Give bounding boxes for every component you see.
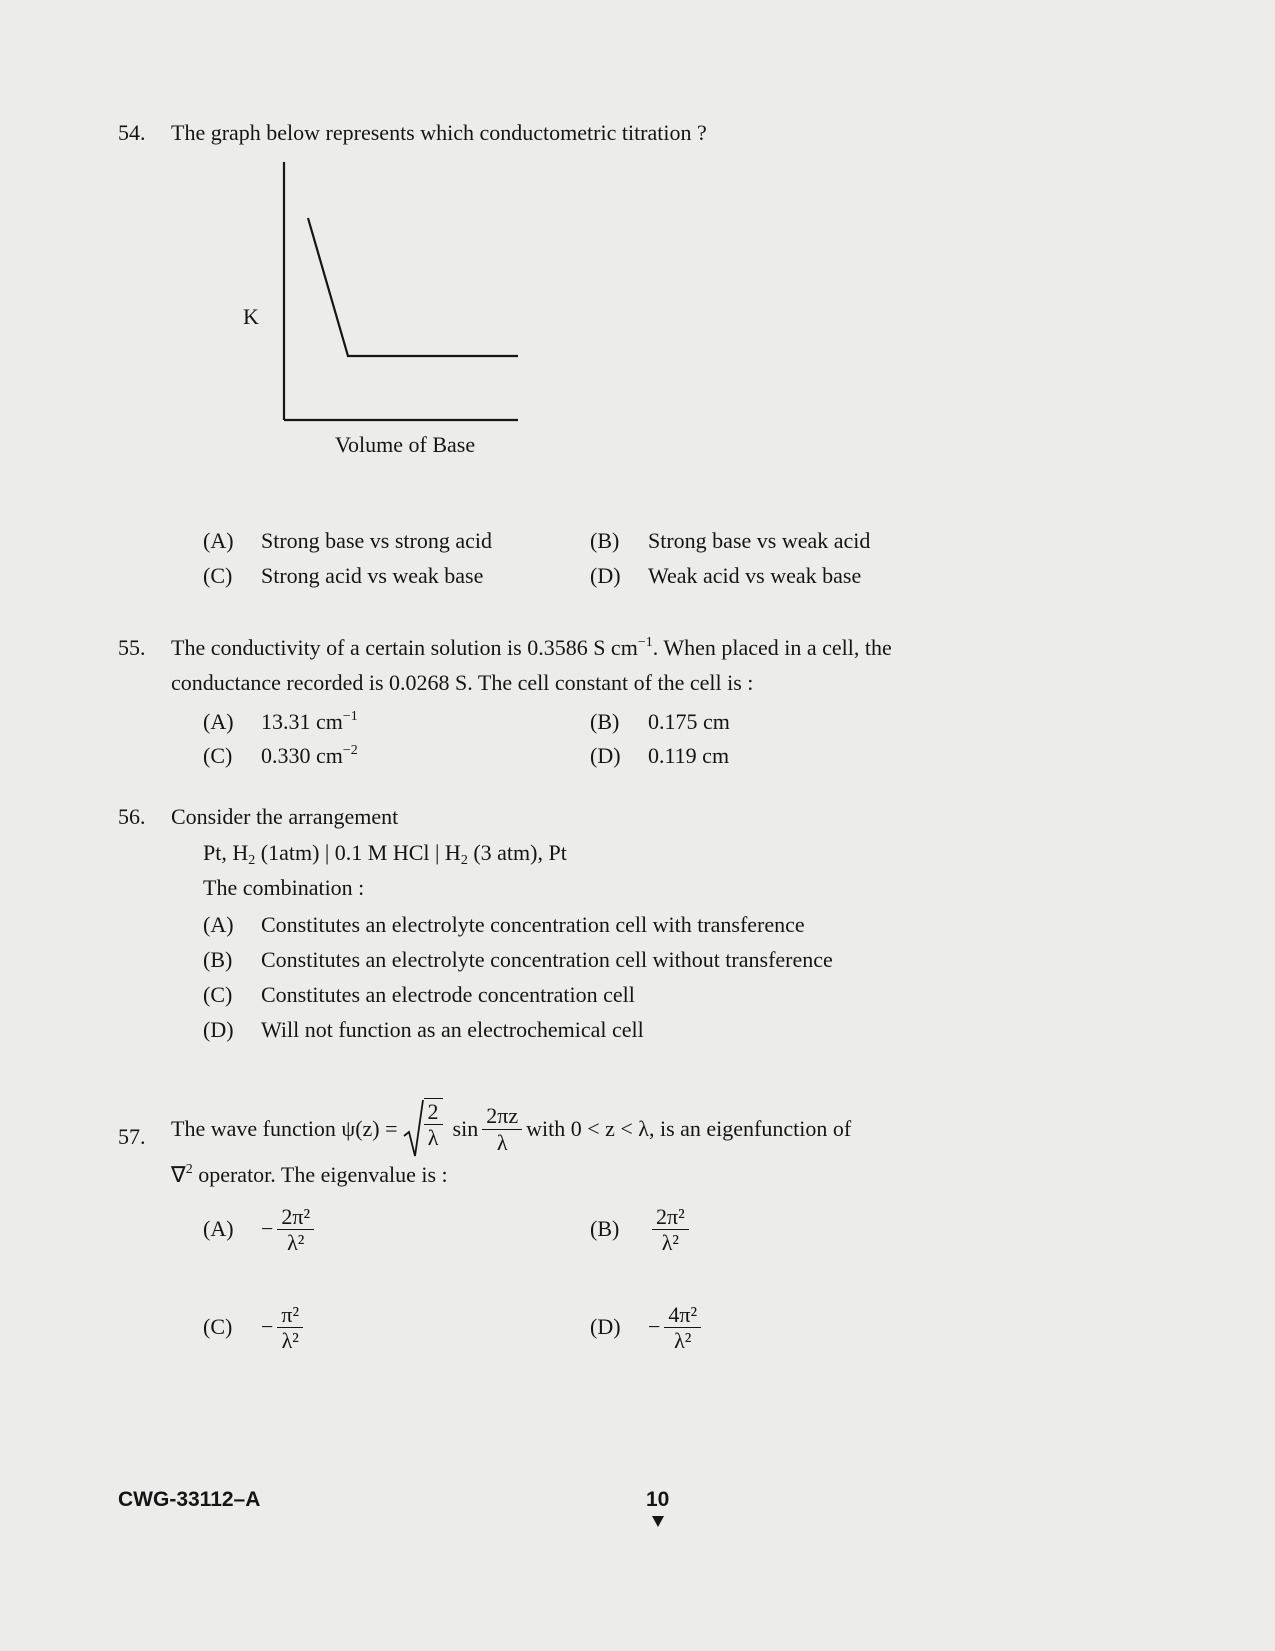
option-denominator: λ² (281, 1328, 299, 1354)
paper-code: CWG-33112–A (118, 1488, 261, 1511)
page-number: 10 (646, 1488, 669, 1528)
option-text: Constitutes an electrode concentration cell (261, 982, 635, 1007)
q56-option-c[interactable] (203, 980, 635, 1011)
option-letter: (B) (590, 1216, 620, 1242)
option-letter: (C) (203, 982, 233, 1007)
q56-option-a[interactable] (203, 910, 805, 941)
graph-x-label: Volume of Base (335, 432, 476, 457)
option-numerator: 2π² (277, 1204, 314, 1230)
q54-option-b[interactable] (590, 526, 870, 557)
option-sign: − (261, 1314, 274, 1340)
sqrt-sign-icon (402, 1098, 424, 1160)
option-letter: (B) (590, 709, 620, 734)
option-letter: (D) (203, 1017, 234, 1042)
sin-denominator: λ (496, 1129, 508, 1155)
option-letter: (A) (203, 709, 234, 734)
option-letter: (D) (590, 563, 621, 588)
question-number: 57. (118, 1124, 146, 1149)
option-sup: −2 (342, 743, 358, 758)
question-number: 56. (118, 804, 146, 829)
option-denominator: λ² (674, 1328, 692, 1354)
option-text: 0.119 cm (648, 743, 730, 768)
option-text: Constitutes an electrolyte concentration cell without transference (261, 947, 833, 972)
question-intro: Consider the arrangement (171, 804, 399, 829)
arrow-down-icon (651, 1514, 665, 1528)
option-sup: −1 (342, 709, 358, 724)
question-number: 54. (118, 120, 146, 145)
question-text: The graph below represents which conductometric titration ? (171, 120, 707, 145)
q57-option-d[interactable] (590, 1302, 705, 1354)
equation-prefix: The wave function ψ(z) = (171, 1115, 398, 1141)
option-letter: (A) (203, 1216, 234, 1242)
option-numerator: 2π² (652, 1204, 689, 1230)
q54-option-c[interactable] (203, 561, 483, 592)
question-text-line1: The conductivity of a certain solution is 0.3586 S $cm^{-1}$. When placed in a cell, the (171, 635, 892, 660)
option-text: 13.31 cm (261, 709, 343, 734)
option-letter: (A) (203, 528, 234, 553)
option-numerator: 4π² (664, 1302, 701, 1328)
option-denominator: λ² (661, 1230, 679, 1256)
option-sign: − (261, 1216, 274, 1242)
option-letter: (C) (203, 1314, 233, 1340)
sin-numerator: 2πz (482, 1103, 522, 1129)
option-text: Strong base vs strong acid (261, 528, 492, 553)
wave-function-equation (171, 1098, 851, 1160)
option-text: Strong base vs weak acid (648, 528, 871, 553)
option-denominator: λ² (287, 1230, 305, 1256)
titration-curve (308, 218, 518, 356)
q55-option-c[interactable] (203, 741, 358, 772)
option-text: 0.175 cm (648, 709, 730, 734)
option-letter: (B) (590, 528, 620, 553)
sqrt-denominator: λ (427, 1125, 439, 1151)
question-number: 55. (118, 635, 146, 660)
eigen-line: ∇$^2$ operator. The eigenvalue is : (171, 1162, 448, 1187)
option-letter: (D) (590, 743, 621, 768)
sqrt-numerator: 2 (424, 1099, 443, 1125)
sqrt-expression (402, 1098, 443, 1160)
cell-notation: Pt, $H_2$ (1atm) | 0.1 M HCl | $H_2$ (3 atm), Pt (203, 840, 567, 868)
option-letter: (C) (203, 563, 233, 588)
option-text: 0.330 cm (261, 743, 343, 768)
q54-option-a[interactable] (203, 526, 492, 557)
combination-label: The combination : (203, 875, 365, 900)
q57-option-a[interactable] (203, 1204, 318, 1256)
q57-option-c[interactable] (203, 1302, 307, 1354)
option-letter: (B) (203, 947, 233, 972)
conductometric-graph (230, 160, 530, 450)
q56-option-b[interactable] (203, 945, 833, 976)
q55-option-b[interactable] (590, 707, 730, 738)
question-text-line2: conductance recorded is 0.0268 S. The cell constant of the cell is : (171, 670, 754, 695)
option-letter: (C) (203, 743, 233, 768)
option-letter: (D) (590, 1314, 621, 1340)
option-text: Will not function as an electrochemical cell (261, 1017, 644, 1042)
q54-option-d[interactable] (590, 561, 861, 592)
equation-suffix: with 0 < z < λ, is an eigenfunction of (526, 1115, 852, 1141)
q56-option-d[interactable] (203, 1015, 644, 1046)
graph-y-label: K (243, 304, 259, 329)
option-text: Weak acid vs weak base (648, 563, 862, 588)
option-letter: (A) (203, 912, 234, 937)
q57-option-b[interactable] (590, 1204, 693, 1256)
option-text: Constitutes an electrolyte concentration cell with transference (261, 912, 805, 937)
option-numerator: π² (277, 1302, 303, 1328)
q55-option-a[interactable] (203, 707, 358, 738)
sin-label: sin (452, 1115, 479, 1141)
option-sign: − (648, 1314, 661, 1340)
q55-option-d[interactable] (590, 741, 729, 772)
option-text: Strong acid vs weak base (261, 563, 484, 588)
